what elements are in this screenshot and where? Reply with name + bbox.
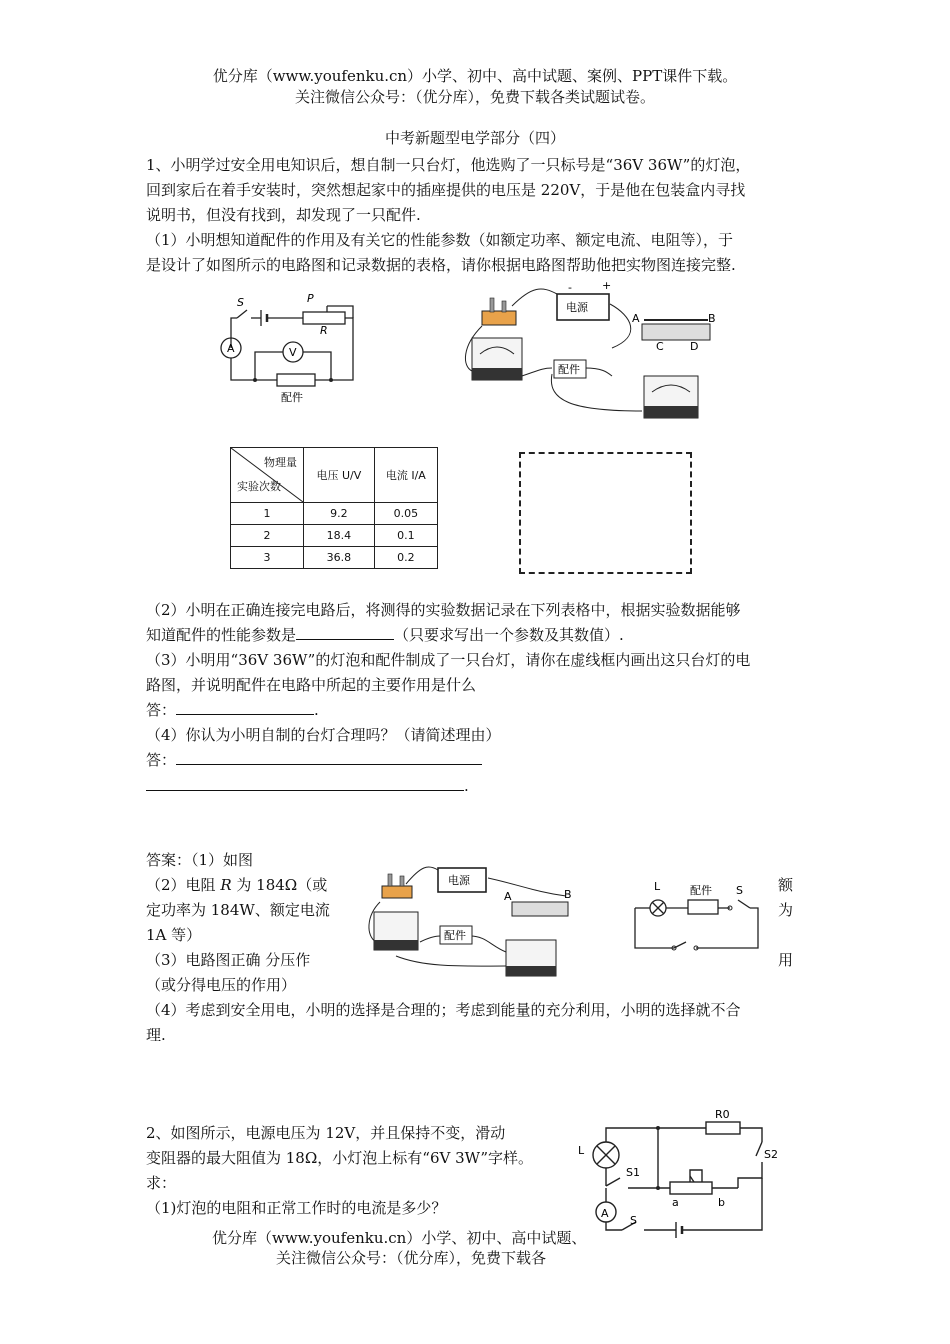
answer-4-line-2: 理. xyxy=(146,1026,166,1044)
voltmeter-symbol: V xyxy=(289,346,297,359)
header-trial-number: 实验次数 xyxy=(237,480,281,493)
q2-label-a: a xyxy=(672,1196,679,1209)
lamp-label: L xyxy=(654,880,661,893)
footer-line-1: 优分库（www.youfenku.cn）小学、初中、高中试题、 xyxy=(212,1229,587,1247)
part2-tail: （只要求写出一个参数及其数值）. xyxy=(394,626,624,644)
rheostat-terminal-B: B xyxy=(708,312,716,325)
q2-line-4: （1)灯泡的电阻和正常工作时的电流是多少？ xyxy=(146,1199,447,1217)
data-table xyxy=(230,447,438,569)
q1-part3-2: 路图，并说明配件在电路中所起的主要作用是什么 xyxy=(146,676,477,694)
lamp-part-label: 配件 xyxy=(690,884,712,897)
period: . xyxy=(464,777,469,795)
q2-line-3: 求： xyxy=(146,1174,177,1192)
q2-label-S2: S2 xyxy=(764,1148,778,1161)
answer-2-R: R xyxy=(220,876,232,894)
cell-trial: 1 xyxy=(231,503,304,525)
q2-label-L: L xyxy=(578,1144,585,1157)
q2-label-S: S xyxy=(630,1214,637,1227)
header-physical-quantity: 物理量 xyxy=(264,456,297,469)
cell-trial: 2 xyxy=(231,525,304,547)
q2-line-2: 变阻器的最大阻值为 18Ω，小灯泡上标有“6V 3W”字样。 xyxy=(146,1149,534,1167)
cell-voltage: 36.8 xyxy=(304,547,375,569)
answer-label: 答： xyxy=(146,751,177,769)
q2-ammeter-label: A xyxy=(601,1207,609,1220)
header-current: 电流 I/A xyxy=(374,448,437,503)
cell-voltage: 9.2 xyxy=(304,503,375,525)
answer-2-line-3: 1A 等） xyxy=(146,926,202,944)
table-corner-header xyxy=(231,448,304,503)
header-line-2: 关注微信公众号：（优分库），免费下载各类试题试卷。 xyxy=(294,88,655,106)
q1-intro-1: 1、小明学过安全用电知识后，想自制一只台灯，他选购了一只标号是“36V 36W”的灯泡， xyxy=(146,156,751,174)
power-plus: + xyxy=(602,279,612,292)
period: . xyxy=(314,701,319,719)
q1-part3-answer xyxy=(146,700,319,720)
part-box-label: 配件 xyxy=(558,363,580,376)
answer-blank-reason-1[interactable] xyxy=(176,750,482,765)
answer-equipment-diagram xyxy=(366,856,616,978)
cell-current: 0.2 xyxy=(374,547,437,569)
q1-intro-2: 回到家后在着手安装时，突然想起家中的插座提供的电压是 220V，于是他在包装盒内寻找 xyxy=(146,181,746,199)
answer-label: 答： xyxy=(146,701,177,719)
answer-rheostat-A: A xyxy=(504,890,512,903)
answer-right-1: 额 xyxy=(778,876,794,894)
cell-current: 0.05 xyxy=(374,503,437,525)
answer-3-line-2: （或分得电压的作用） xyxy=(146,976,297,994)
q1-part2-2 xyxy=(146,625,624,645)
q1-part1-1: （1）小明想知道配件的作用及有关它的性能参数（如额定功率、额定电流、电阻等），于 xyxy=(146,231,734,249)
lamp-switch-label: S xyxy=(736,884,743,897)
dashed-drawing-box[interactable] xyxy=(519,452,692,574)
table-row xyxy=(231,547,438,569)
answer-blank-reason-2[interactable] xyxy=(146,776,464,791)
answer-3-line-1: （3）电路图正确 分压作 xyxy=(146,951,311,969)
answer-right-2: 为 xyxy=(778,901,794,919)
answer-rheostat-B: B xyxy=(564,888,572,901)
header-voltage: 电压 U/V xyxy=(304,448,375,503)
answer-4-line-1: （4）考虑到安全用电，小明的选择是合理的；考虑到能量的充分利用，小明的选择就不合 xyxy=(146,1001,741,1019)
q1-part3-1: （3）小明用“36V 36W”的灯泡和配件制成了一只台灯，请你在虚线框内画出这只台灯的电 xyxy=(146,651,751,669)
cell-voltage: 18.4 xyxy=(304,525,375,547)
rheostat-terminal-D: D xyxy=(690,340,699,353)
q2-label-b: b xyxy=(718,1196,725,1209)
label-S: S xyxy=(237,296,244,309)
cell-current: 0.1 xyxy=(374,525,437,547)
table-row xyxy=(231,525,438,547)
power-minus: - xyxy=(568,281,572,294)
q1-part4-answer xyxy=(146,750,482,770)
power-label: 电源 xyxy=(566,301,588,314)
header-line-1: 优分库（www.youfenku.cn）小学、初中、高中试题、案例、PPT课件下载。 xyxy=(212,67,738,85)
q2-label-S1: S1 xyxy=(626,1166,640,1179)
label-P: P xyxy=(307,292,314,305)
rheostat-terminal-A: A xyxy=(632,312,640,325)
q1-part1-2: 是设计了如图所示的电路图和记录数据的表格，请你根据电路图帮助他把实物图连接完整. xyxy=(146,256,736,274)
q2-label-R0: R0 xyxy=(715,1108,730,1121)
answer-2-line-1 xyxy=(146,875,327,895)
q1-part4-answer-2 xyxy=(146,776,469,796)
answer-lamp-circuit xyxy=(630,874,765,954)
q2-circuit xyxy=(572,1106,792,1246)
page-title: 中考新题型电学部分（四） xyxy=(384,129,565,147)
q1-intro-3: 说明书，但没有找到，却发现了一只配件. xyxy=(146,206,421,224)
answer-2-line-2: 定功率为 184W、额定电流 xyxy=(146,901,330,919)
part2-text: 知道配件的性能参数是 xyxy=(146,626,297,644)
answer-part-label: 配件 xyxy=(444,929,466,942)
q2-line-1: 2、如图所示，电源电压为 12V，并且保持不变，滑动 xyxy=(146,1124,506,1142)
q1-part4: （4）你认为小明自制的台灯合理吗？（请简述理由） xyxy=(146,726,501,744)
circuit-schematic xyxy=(215,288,365,408)
answer-2-value: 为 184Ω（或 xyxy=(236,876,328,894)
ammeter-symbol: A xyxy=(227,342,235,355)
answer-2-text: （2）电阻 xyxy=(146,876,216,894)
answer-power-label: 电源 xyxy=(448,874,470,887)
label-part: 配件 xyxy=(281,391,303,404)
cell-trial: 3 xyxy=(231,547,304,569)
table-row xyxy=(231,503,438,525)
label-R: R xyxy=(320,324,328,337)
answer-blank-role[interactable] xyxy=(176,700,314,715)
equipment-diagram xyxy=(462,276,752,426)
answer-right-3: 用 xyxy=(778,951,794,969)
rheostat-terminal-C: C xyxy=(656,340,664,353)
answer-blank-parameter[interactable] xyxy=(296,625,394,640)
q1-part2-1: （2）小明在正确连接完电路后，将测得的实验数据记录在下列表格中，根据实验数据能够 xyxy=(146,601,741,619)
answer-1: 答案：（1）如图 xyxy=(146,851,254,869)
footer-line-2: 关注微信公众号：（优分库），免费下载各 xyxy=(276,1249,547,1267)
